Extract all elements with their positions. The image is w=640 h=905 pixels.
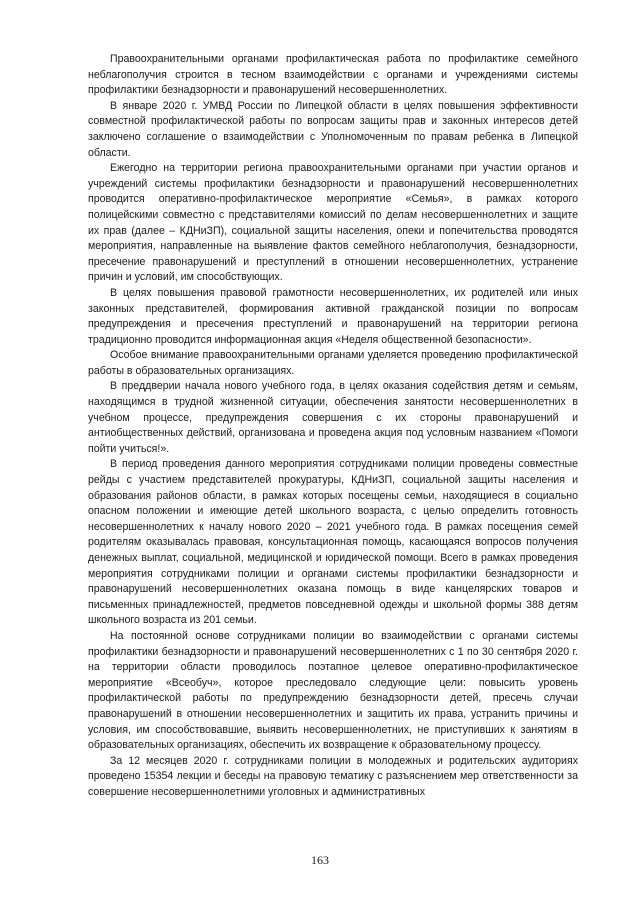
paragraph-9: За 12 месяцев 2020 г. сотрудниками полиции в молодежных и родительских аудиториях проведено 15354 лекции и беседы на правовую тематику с разъяснением мер ответственности за совершение несовершеннолетними уголовных и административных <box>88 754 578 798</box>
paragraph-8: На постоянной основе сотрудниками полиции во взаимодействии с органами системы профилактики безнадзорности и правонарушений несовершеннолетних с 1 по 30 сентября 2020 г. на территории области проводилось поэтапное целевое оперативно-профилактическое мероприятие «Всеобуч», которое преследовало следующие цели: повысить уровень профилактической работы по предупреждению безнадзорности детей, пресечь случаи правонарушений в отношении несовершеннолетних и защитить их права, устранить причины и условия, им способствовавшие, выявить несовершеннолетних, не приступивших к занятиям в образовательных организациях, обеспечить их возвращение к образовательному процессу. <box>88 629 578 752</box>
paragraph-7: В период проведения данного мероприятия сотрудниками полиции проведены совместные рейды с участием представителей прокуратуры, КДНиЗП, социальной защиты населения и образования районов области, в рамках которых посещены семьи, находящиеся в социально опасном положении и имеющие детей школьного возраста, с целью определить готовность несовершеннолетних к началу нового 2020 – 2021 учебного года. В рамках посещения семей родителям оказывалась правовая, консультационная помощь, касающаяся вопросов получения денежных выплат, социальной, медицинской и юридической помощи. Всего в рамках проведения мероприятия сотрудниками полиции и органами системы профилактики безнадзорности и правонарушений несовершеннолетних оказана помощь в виде канцелярских товаров и письменных принадлежностей, предметов повседневной одежды и школьной формы 388 детям школьного возраста из 201 семьи. <box>88 458 578 627</box>
paragraph-1: Правоохранительными органами профилактическая работа по профилактике семейного неблагополучия строится в тесном взаимодействии с органами и учреждениями системы профилактики безнадзорности и правонарушений несовершеннолетних. <box>88 53 578 97</box>
paragraph-4: В целях повышения правовой грамотности несовершеннолетних, их родителей или иных законных представителей, формирования активной гражданской позиции по вопросам предупреждения и пресечения преступлений и правонарушений на территории региона традиционно проводится информационная акция «Неделя общественной безопасности». <box>88 286 578 346</box>
paragraph-5: Особое внимание правоохранительными органами уделяется проведению профилактической работы в образовательных организациях. <box>88 349 578 377</box>
document-body <box>88 52 578 801</box>
page-number: 163 <box>311 853 329 867</box>
paragraph-3: Ежегодно на территории региона правоохранительными органами при участии органов и учреждений системы профилактики безнадзорности и правонарушений несовершеннолетних проводится оперативно-профилактическое мероприятие «Семья», в рамках которого полицейскими совместно с представителями комиссий по делам несовершеннолетних и защите их прав (далее – КДНиЗП), социальной защиты населения, опеки и попечительства проводятся мероприятия, направленные на выявление фактов семейного неблагополучия, безнадзорности, пресечение правонарушений и преступлений в отношении несовершеннолетних, устранение причин и условий, им способствующих. <box>88 162 578 284</box>
paragraph-6: В преддверии начала нового учебного года, в целях оказания содействия детям и семьям, находящимся в трудной жизненной ситуации, обеспечения занятости несовершеннолетних в учебном процессе, предупреждения совершения с их стороны правонарушений и антиобщественных действий, организована и проведена акция под условным названием «Помоги пойти учиться!». <box>88 380 578 455</box>
paragraph-2: В январе 2020 г. УМВД России по Липецкой области в целях повышения эффективности совместной профилактической работы по вопросам защиты прав и законных интересов детей заключено соглашение о взаимодействии с Уполномоченным по правам ребенка в Липецкой области. <box>88 99 578 159</box>
